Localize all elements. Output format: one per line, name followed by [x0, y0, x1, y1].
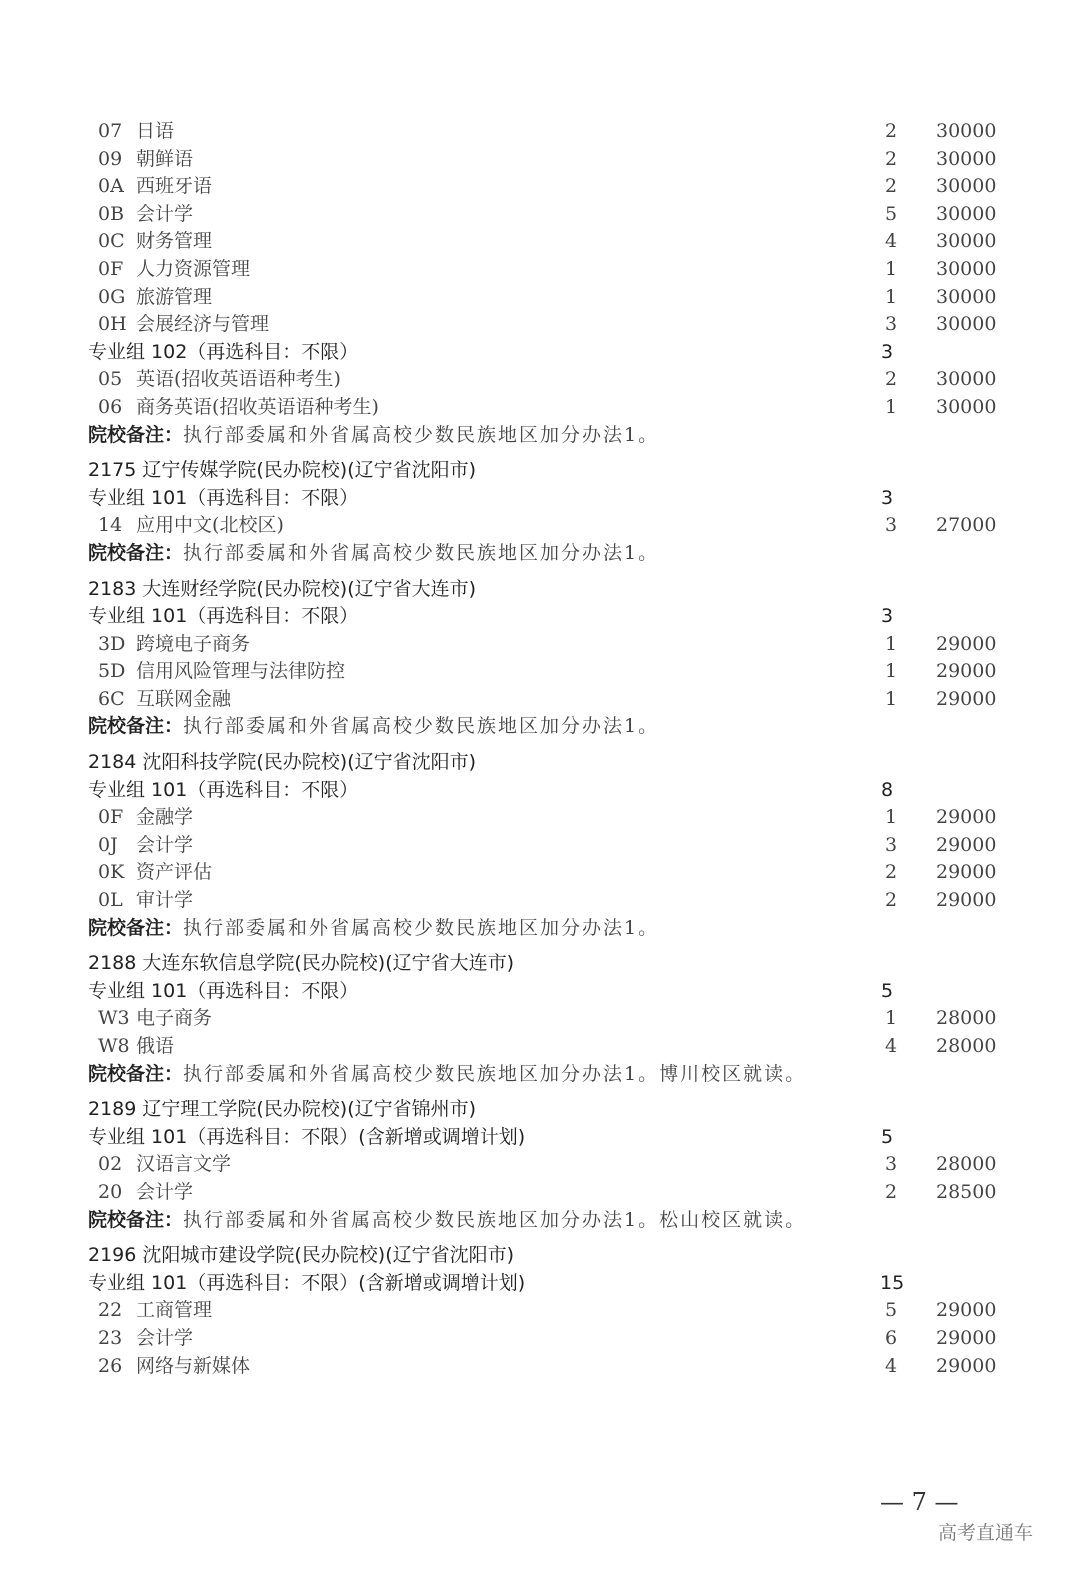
tuition-fee: 29000	[936, 632, 997, 655]
major-code: 0C	[98, 230, 125, 253]
plan-count: 3	[884, 833, 898, 856]
group-title: 专业组 101（再选科目：不限）(含新增或调增计划)	[88, 1125, 526, 1148]
major-row	[0, 146, 1080, 174]
major-code: 06	[98, 395, 123, 418]
major-name: 工商管理	[136, 1299, 213, 1322]
major-code: 0F	[98, 257, 124, 280]
note-label: 院校备注：	[88, 1062, 184, 1085]
note-label: 院校备注：	[88, 1208, 184, 1231]
major-label	[98, 1033, 174, 1061]
major-label	[98, 311, 269, 339]
college-title: 2183 大连财经学院(民办院校)(辽宁省大连市)	[88, 577, 477, 600]
college-title: 2196 沈阳城市建设学院(民办院校)(辽宁省沈阳市)	[88, 1244, 515, 1267]
major-code: 09	[98, 147, 123, 170]
major-code: W8	[98, 1035, 130, 1057]
tuition-fee: 30000	[936, 230, 997, 253]
tuition-fee: 30000	[936, 368, 997, 391]
major-row	[0, 1325, 1080, 1353]
major-row	[0, 512, 1080, 540]
major-code: 0A	[98, 175, 124, 198]
plan-count: 2	[884, 368, 898, 391]
document-page	[0, 118, 1080, 1380]
page-number: — 7 —	[880, 1488, 959, 1516]
major-label	[98, 173, 212, 201]
college-header	[0, 1096, 1080, 1124]
college-title: 2189 辽宁理工学院(民办院校)(辽宁省锦州市)	[88, 1098, 477, 1121]
major-name: 会计学	[136, 833, 194, 856]
tuition-fee: 29000	[936, 1354, 997, 1377]
tuition-fee: 29000	[936, 833, 997, 856]
tuition-fee: 28000	[936, 1035, 997, 1057]
major-group-row	[0, 339, 1080, 367]
major-name: 朝鲜语	[136, 147, 194, 170]
college-note	[0, 1061, 1080, 1089]
college-note	[0, 422, 1080, 450]
major-label	[98, 1151, 231, 1179]
major-row	[0, 118, 1080, 146]
major-name: 西班牙语	[136, 175, 213, 198]
major-name: 会计学	[136, 1180, 194, 1203]
major-name: 会展经济与管理	[136, 313, 270, 336]
major-code: 14	[98, 514, 123, 537]
major-name: 跨境电子商务	[136, 632, 251, 655]
plan-count: 1	[884, 687, 898, 710]
note-text: 执行部委属和外省属高校少数民族地区加分办法1。博川校区就读。	[183, 1062, 807, 1085]
major-row	[0, 631, 1080, 659]
major-name: 资产评估	[136, 861, 213, 884]
note-label: 院校备注：	[88, 423, 184, 446]
plan-count: 2	[884, 889, 898, 912]
major-name: 审计学	[136, 889, 194, 912]
plan-count: 8	[880, 778, 894, 801]
major-group-row	[0, 777, 1080, 805]
tuition-fee: 28500	[936, 1180, 997, 1203]
plan-count: 5	[884, 202, 898, 225]
note-label-group	[88, 422, 659, 450]
plan-count: 1	[884, 285, 898, 308]
major-group-row	[0, 603, 1080, 631]
plan-count: 2	[884, 120, 898, 142]
major-code: 20	[98, 1180, 123, 1203]
major-label	[98, 631, 250, 659]
major-label	[98, 1297, 212, 1325]
major-code: 0B	[98, 202, 125, 225]
tuition-fee: 29000	[936, 660, 997, 683]
watermark: 高考直通车	[938, 1522, 1034, 1544]
college-note	[0, 915, 1080, 943]
college-header	[0, 950, 1080, 978]
tuition-fee: 29000	[936, 687, 997, 710]
plan-count: 1	[884, 660, 898, 683]
tuition-fee: 30000	[936, 120, 997, 142]
major-label	[98, 804, 193, 832]
tuition-fee: 29000	[936, 1326, 997, 1349]
major-label	[98, 512, 284, 540]
college-header	[0, 749, 1080, 777]
major-row	[0, 201, 1080, 229]
college-header	[0, 457, 1080, 485]
tuition-fee: 29000	[936, 861, 997, 884]
plan-count: 5	[884, 1299, 898, 1322]
plan-count: 2	[884, 175, 898, 198]
major-row	[0, 1179, 1080, 1207]
major-code: 0H	[98, 313, 127, 336]
major-name: 网络与新媒体	[136, 1354, 251, 1377]
tuition-fee: 30000	[936, 147, 997, 170]
major-name: 财务管理	[136, 230, 213, 253]
major-row	[0, 284, 1080, 312]
plan-count: 3	[880, 486, 894, 509]
major-code: 26	[98, 1354, 123, 1377]
tuition-fee: 29000	[936, 1299, 997, 1322]
major-code: 6C	[98, 687, 125, 710]
note-text: 执行部委属和外省属高校少数民族地区加分办法1。松山校区就读。	[183, 1208, 807, 1231]
note-text: 执行部委属和外省属高校少数民族地区加分办法1。	[183, 423, 660, 446]
group-title: 专业组 101（再选科目：不限）	[88, 778, 359, 801]
major-label	[98, 887, 193, 915]
major-name: 会计学	[136, 202, 194, 225]
note-label: 院校备注：	[88, 715, 184, 738]
major-label	[98, 228, 212, 256]
major-code: 22	[98, 1299, 123, 1322]
major-group-row	[0, 978, 1080, 1006]
plan-count: 2	[884, 861, 898, 884]
college-note	[0, 540, 1080, 568]
major-row	[0, 658, 1080, 686]
plan-count: 15	[880, 1271, 905, 1294]
major-name: 日语	[136, 120, 175, 142]
plan-count: 4	[884, 1354, 898, 1377]
major-code: 0G	[98, 285, 126, 308]
major-row	[0, 859, 1080, 887]
plan-count: 1	[884, 806, 898, 829]
college-note	[0, 1207, 1080, 1235]
major-group-row	[0, 1124, 1080, 1152]
note-label-group	[88, 713, 659, 741]
note-text: 执行部委属和外省属高校少数民族地区加分办法1。	[183, 916, 660, 939]
major-row	[0, 804, 1080, 832]
plan-count: 3	[884, 514, 898, 537]
plan-count: 4	[884, 230, 898, 253]
note-label-group	[88, 915, 659, 943]
plan-count: 3	[880, 340, 894, 363]
note-text: 执行部委属和外省属高校少数民族地区加分办法1。	[183, 715, 660, 738]
major-label	[98, 1005, 212, 1033]
tuition-fee: 30000	[936, 313, 997, 336]
plan-count: 1	[884, 257, 898, 280]
college-note	[0, 713, 1080, 741]
college-title: 2184 沈阳科技学院(民办院校)(辽宁省沈阳市)	[88, 751, 477, 774]
plan-count: 5	[880, 1125, 894, 1148]
major-row	[0, 1297, 1080, 1325]
major-row	[0, 1005, 1080, 1033]
major-row	[0, 1353, 1080, 1381]
major-label	[98, 658, 345, 686]
major-code: 23	[98, 1326, 123, 1349]
tuition-fee: 29000	[936, 889, 997, 912]
note-label-group	[88, 1207, 806, 1235]
major-label	[98, 201, 193, 229]
major-label	[98, 1179, 193, 1207]
major-code: 0J	[98, 833, 118, 856]
plan-count: 2	[884, 147, 898, 170]
note-label: 院校备注：	[88, 916, 184, 939]
tuition-fee: 30000	[936, 175, 997, 198]
major-code: 07	[98, 120, 123, 142]
major-name: 会计学	[136, 1326, 194, 1349]
note-label-group	[88, 1061, 806, 1089]
major-group-row	[0, 1270, 1080, 1298]
major-name: 英语(招收英语语种考生)	[136, 368, 341, 391]
major-name: 俄语	[136, 1035, 175, 1057]
major-row	[0, 887, 1080, 915]
major-code: 02	[98, 1153, 123, 1176]
note-label: 院校备注：	[88, 541, 184, 564]
college-title: 2188 大连东软信息学院(民办院校)(辽宁省大连市)	[88, 952, 515, 975]
major-row	[0, 1151, 1080, 1179]
plan-count: 3	[884, 313, 898, 336]
major-name: 商务英语(招收英语语种考生)	[136, 395, 379, 418]
plan-count: 2	[884, 1180, 898, 1203]
major-label	[98, 832, 193, 860]
major-code: 0K	[98, 861, 125, 884]
college-title: 2175 辽宁传媒学院(民办院校)(辽宁省沈阳市)	[88, 459, 477, 482]
group-title: 专业组 102（再选科目：不限）	[88, 340, 359, 363]
major-label	[98, 859, 212, 887]
group-title: 专业组 101（再选科目：不限）	[88, 486, 359, 509]
major-label	[98, 146, 193, 174]
major-name: 应用中文(北校区)	[136, 514, 284, 537]
plan-count: 1	[884, 395, 898, 418]
major-name: 信用风险管理与法律防控	[136, 660, 346, 683]
major-row	[0, 311, 1080, 339]
note-label-group	[88, 540, 659, 568]
major-row	[0, 1033, 1080, 1061]
major-label	[98, 256, 250, 284]
major-name: 金融学	[136, 806, 194, 829]
major-name: 汉语言文学	[136, 1153, 232, 1176]
major-row	[0, 256, 1080, 284]
major-code: 5D	[98, 660, 126, 683]
tuition-fee: 30000	[936, 257, 997, 280]
tuition-fee: 30000	[936, 202, 997, 225]
major-code: 0F	[98, 806, 124, 829]
major-row	[0, 228, 1080, 256]
major-label	[98, 284, 212, 312]
major-group-row	[0, 485, 1080, 513]
group-title: 专业组 101（再选科目：不限）(含新增或调增计划)	[88, 1271, 526, 1294]
plan-count: 4	[884, 1035, 898, 1057]
plan-count: 6	[884, 1326, 898, 1349]
major-name: 电子商务	[136, 1007, 213, 1030]
tuition-fee: 27000	[936, 514, 997, 537]
major-row	[0, 173, 1080, 201]
major-label	[98, 366, 341, 394]
major-code: 3D	[98, 632, 126, 655]
tuition-fee: 28000	[936, 1007, 997, 1030]
major-row	[0, 832, 1080, 860]
plan-count: 1	[884, 1007, 898, 1030]
major-label	[98, 394, 379, 422]
major-code: W3	[98, 1007, 130, 1030]
major-row	[0, 366, 1080, 394]
college-header	[0, 1242, 1080, 1270]
tuition-fee: 30000	[936, 395, 997, 418]
major-name: 旅游管理	[136, 285, 213, 308]
tuition-fee: 28000	[936, 1153, 997, 1176]
major-row	[0, 686, 1080, 714]
major-name: 互联网金融	[136, 687, 232, 710]
major-label	[98, 118, 174, 146]
group-title: 专业组 101（再选科目：不限）	[88, 979, 359, 1002]
major-name: 人力资源管理	[136, 257, 251, 280]
plan-count: 5	[880, 979, 894, 1002]
major-code: 05	[98, 368, 123, 391]
tuition-fee: 30000	[936, 285, 997, 308]
major-row	[0, 394, 1080, 422]
major-label	[98, 1325, 193, 1353]
major-label	[98, 686, 231, 714]
tuition-fee: 29000	[936, 806, 997, 829]
major-label	[98, 1353, 250, 1381]
plan-count: 3	[884, 1153, 898, 1176]
note-text: 执行部委属和外省属高校少数民族地区加分办法1。	[183, 541, 660, 564]
plan-count: 3	[880, 605, 894, 628]
group-title: 专业组 101（再选科目：不限）	[88, 605, 359, 628]
college-header	[0, 576, 1080, 604]
plan-count: 1	[884, 632, 898, 655]
major-code: 0L	[98, 889, 123, 912]
